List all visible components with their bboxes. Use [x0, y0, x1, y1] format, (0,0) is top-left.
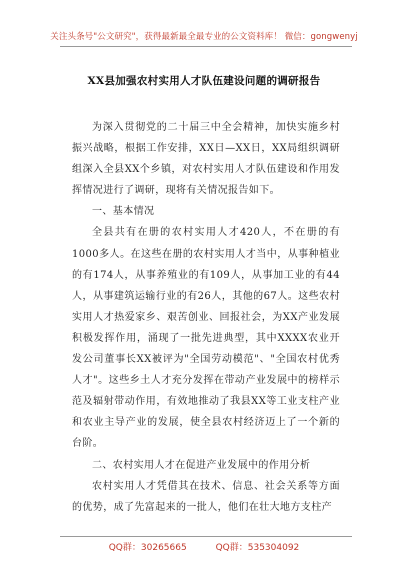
document-body: [72, 117, 340, 518]
footer-qq-group-1: QQ群：30265665: [108, 543, 187, 553]
basic-situation-paragraph: 全县共有在册的农村实用人才420人，不在册的有1000多人。在这些在册的农村实用人才当中，从事种植业的有174人，从事养殖业的有109人，从事加工业的有44人，从事建筑运输行业的有26人，其他的67人。这些农村实用人才热爱家乡、艰苦创业、回报社会，为XX产业发展积极发挥作用，涌现了一批先进典型，其中XXXX农业开发公司董事长XX被评为"全国劳动模范"、"全国农村优秀人才"。这些乡土人才充分发挥在带动产业发展中的榜样示范及辐射带动作用，有效地推动了我县XX等工业支柱产业和农业主导产业的发展，使全县农村经济迈上了一个新的台阶。: [72, 227, 340, 450]
footer-divider: [60, 536, 352, 537]
footer-contact: [0, 540, 408, 553]
section-heading-basic-situation: 一、基本情况: [92, 206, 155, 218]
footer-qq-group-2: QQ群：535304092: [215, 543, 300, 553]
document-title: XX县加强农村实用人才队伍建设问题的调研报告: [87, 75, 321, 87]
header-promo-note: 关注头条号"公文研究"，获得最新最全最专业的公文资料库！ 微信：gongwenyj: [50, 32, 358, 42]
header-divider: [60, 46, 352, 47]
section-heading-role-analysis: 二、农村实用人才在促进产业发展中的作用分析: [92, 459, 311, 471]
role-analysis-paragraph: 农村实用人才凭借其在技术、信息、社会关系等方面的优势，成了先富起来的一批人，他们在壮大地方支柱产: [72, 480, 340, 513]
intro-paragraph: 为深入贯彻党的二十届三中全会精神，加快实施乡村振兴战略，根据工作安排，XX日—XX日，XX局组织调研组深入全县XX个乡镇，对农村实用人才队伍建设和作用发挥情况进行了调研，现将有关情况报告如下。: [72, 122, 340, 197]
